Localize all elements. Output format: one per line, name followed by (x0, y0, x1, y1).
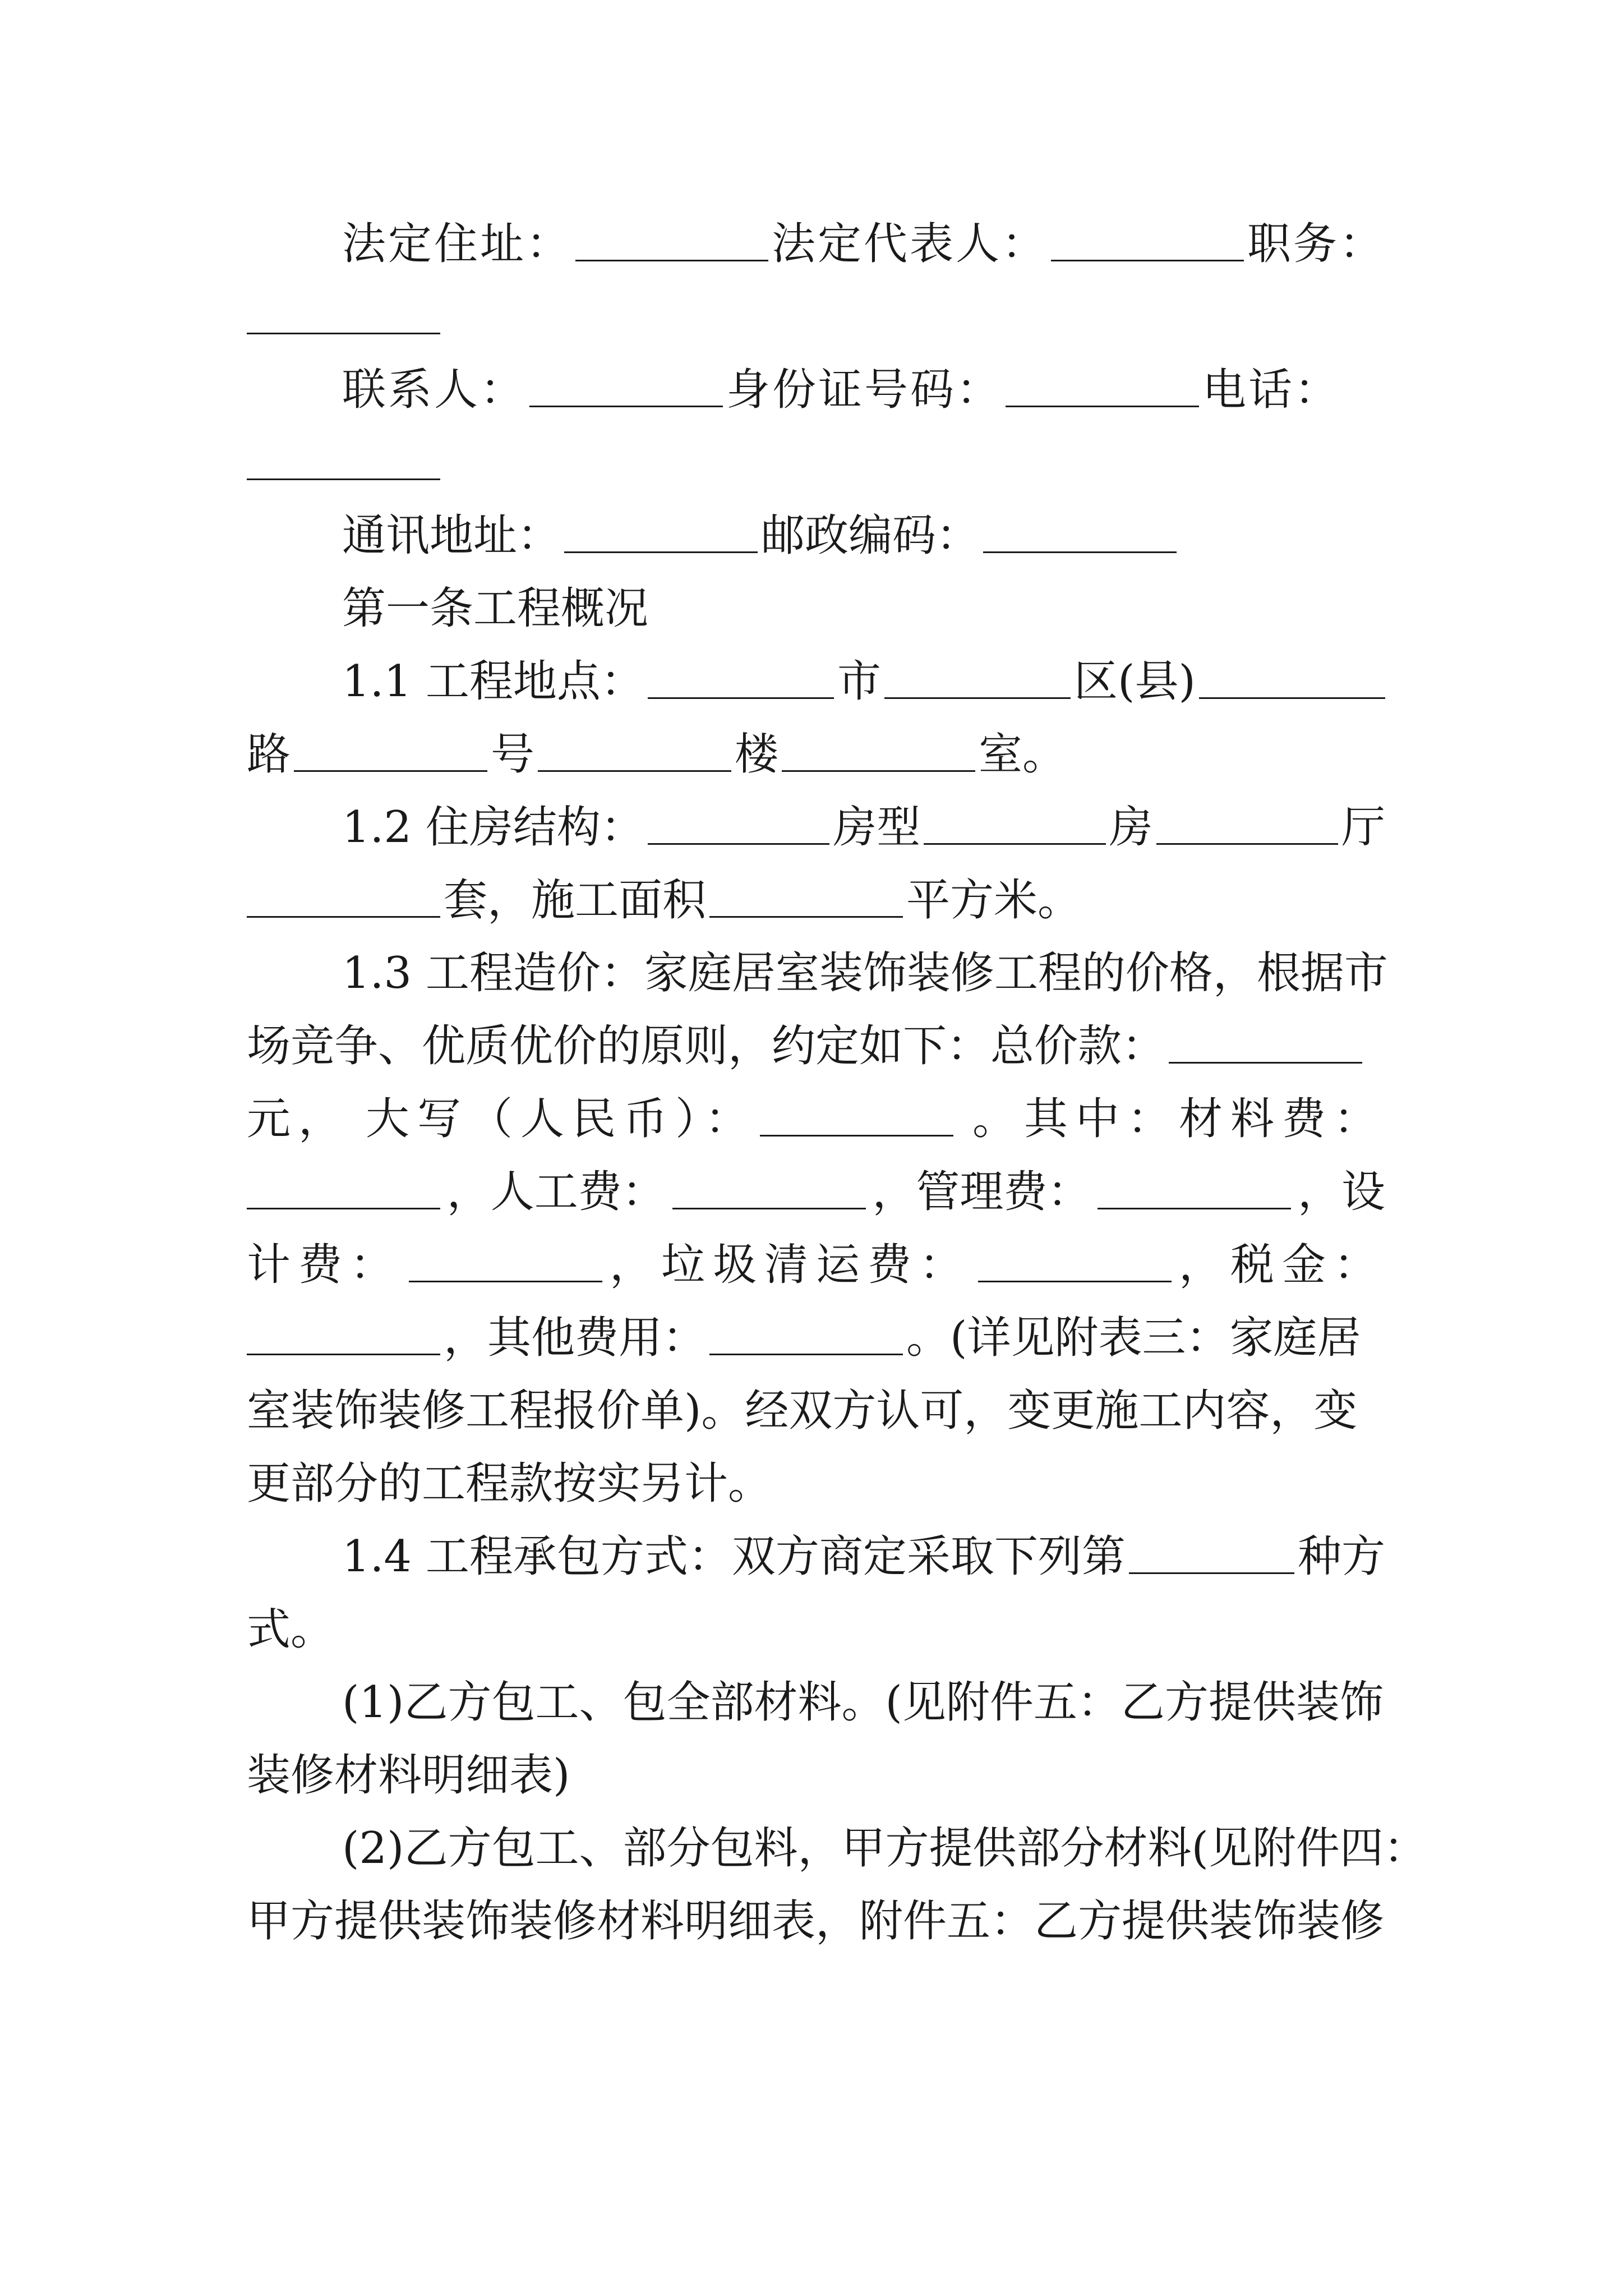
legal-address-blank[interactable] (575, 260, 768, 261)
labor-fee-blank[interactable] (672, 1208, 866, 1209)
tax-label: ，税金： (1178, 1240, 1385, 1290)
capital-label: 大写（人民币）： (365, 1094, 757, 1144)
postal-code-label: 邮政编码： (761, 510, 980, 561)
line-housing-structure (247, 791, 1385, 864)
district-label: 区(县) (1074, 656, 1196, 707)
line-cost-total (247, 1010, 1385, 1083)
contract-method-blank[interactable] (1129, 1572, 1294, 1574)
structure-label: 1.2 住房结构： (342, 802, 644, 853)
line-phone-blank (247, 426, 1385, 499)
legal-address-label: 法定住址： (342, 219, 573, 269)
city-label: 市 (837, 656, 881, 707)
sqm-label: 平方米。 (906, 875, 1082, 926)
mailing-address-blank[interactable] (564, 551, 758, 553)
line-contract-method (247, 1520, 1385, 1593)
area-label: 套，施工面积 (444, 875, 707, 926)
option-1-text-end: 装修材料明细表) (247, 1750, 570, 1801)
building-label: 楼 (735, 729, 779, 780)
material-fee-label: 。其中：材料费： (972, 1094, 1385, 1144)
garbage-fee-label: ，垃圾清运费： (609, 1240, 971, 1290)
line-position-blank (247, 280, 1385, 353)
sets-blank[interactable] (247, 916, 440, 918)
article-1-title: 第一条工程概况 (342, 583, 649, 634)
postal-code-blank[interactable] (983, 551, 1177, 553)
management-fee-label: ，管理费： (872, 1167, 1091, 1217)
line-legal-address (247, 208, 1385, 280)
line-cost-capital (247, 1083, 1385, 1156)
position-blank[interactable] (247, 333, 440, 334)
option-1-line-2 (247, 1739, 1385, 1812)
line-fees-3 (247, 1301, 1385, 1374)
area-blank[interactable] (709, 916, 903, 918)
number-blank[interactable] (294, 770, 487, 772)
location-label: 1.1 工程地点： (342, 656, 644, 707)
position-label: 职务： (1247, 219, 1385, 269)
line-mailing (247, 499, 1385, 572)
tax-blank[interactable] (247, 1354, 440, 1355)
contract-method-suffix: 种方 (1297, 1531, 1385, 1582)
line-fees-2 (247, 1228, 1385, 1301)
structure-blank[interactable] (648, 843, 829, 845)
road-label: 路 (247, 729, 291, 780)
option-2-text: (2)乙方包工、部分包料，甲方提供部分材料(见附件四： (342, 1823, 1427, 1874)
total-price-label: 场竞争、优质优价的原则，约定如下：总价款： (247, 1021, 1166, 1071)
garbage-fee-blank[interactable] (978, 1281, 1172, 1282)
cost-intro-text: 1.3 工程造价：家庭居室装饰装修工程的价格，根据市 (342, 948, 1388, 999)
contact-blank[interactable] (529, 406, 723, 407)
phone-label: 电话： (1202, 365, 1341, 415)
legal-rep-blank[interactable] (1051, 260, 1244, 261)
option-1-text: (1)乙方包工、包全部材料。(见附件五：乙方提供装饰 (342, 1677, 1384, 1728)
other-fee-label: ，其他费用： (444, 1313, 707, 1363)
quote-reference-text: 室装饰装修工程报价单)。经双方认可，变更施工内容，变 (247, 1386, 1358, 1436)
design-fee-label-end: 计费： (247, 1240, 402, 1290)
total-price-blank[interactable] (1169, 1062, 1362, 1064)
rooms-label: 房 (1109, 802, 1153, 853)
line-cost-intro (247, 937, 1388, 1010)
option-1-line-1 (247, 1666, 1385, 1739)
labor-fee-label: ，人工费： (446, 1167, 666, 1217)
building-blank[interactable] (538, 770, 731, 772)
halls-blank[interactable] (1156, 843, 1338, 845)
id-number-blank[interactable] (1006, 406, 1199, 407)
room-blank[interactable] (782, 770, 975, 772)
district-blank[interactable] (884, 697, 1071, 699)
design-fee-blank[interactable] (409, 1281, 602, 1282)
contact-label: 联系人： (342, 365, 527, 415)
line-fees-1 (247, 1156, 1385, 1228)
management-fee-blank[interactable] (1098, 1208, 1291, 1209)
city-blank[interactable] (648, 697, 834, 699)
line-contact (247, 353, 1385, 426)
option-2-line-1 (247, 1812, 1427, 1885)
line-change-billing (247, 1447, 1385, 1520)
legal-rep-label: 法定代表人： (771, 219, 1048, 269)
article-1-heading (247, 572, 1385, 645)
other-fee-blank[interactable] (709, 1354, 903, 1355)
line-project-location (247, 645, 1385, 718)
yuan-label: 元， (247, 1094, 351, 1144)
road-blank[interactable] (1199, 697, 1385, 699)
option-2-line-2 (247, 1885, 1385, 1958)
option-2-text-end: 甲方提供装饰装修材料明细表，附件五：乙方提供装饰装修 (247, 1896, 1385, 1947)
rooms-blank[interactable] (924, 843, 1105, 845)
id-number-label: 身份证号码： (726, 365, 1003, 415)
design-fee-label-start: ，设 (1297, 1167, 1385, 1217)
material-fee-blank[interactable] (247, 1208, 440, 1209)
quote-reference-start: 。(详见附表三：家庭居 (906, 1313, 1361, 1363)
contract-method-label: 1.4 工程承包方式：双方商定采取下列第 (342, 1531, 1126, 1582)
line-quote-reference (247, 1374, 1385, 1447)
room-label: 室。 (979, 729, 1067, 780)
number-label: 号 (491, 729, 535, 780)
halls-label: 厅 (1341, 802, 1386, 853)
phone-blank[interactable] (247, 478, 440, 480)
mailing-address-label: 通讯地址： (342, 510, 561, 561)
capital-blank[interactable] (760, 1135, 953, 1137)
line-contract-method-end (247, 1593, 1385, 1666)
line-area (247, 864, 1385, 937)
change-billing-text: 更部分的工程款按实另计。 (247, 1458, 772, 1509)
house-type-label: 房型 (833, 802, 921, 853)
line-address-detail (247, 718, 1385, 791)
contract-method-end: 式。 (247, 1604, 335, 1655)
